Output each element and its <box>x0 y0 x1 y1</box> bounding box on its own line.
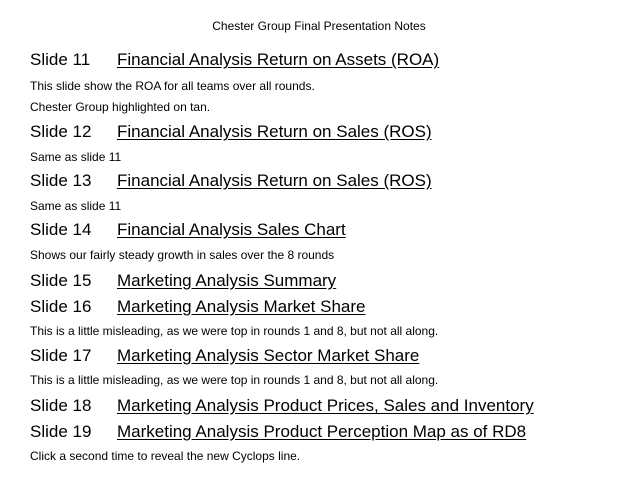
slide-title: Marketing Analysis Product Prices, Sales and Inventory <box>117 396 534 415</box>
slide-12-note-1: Same as slide 11 <box>30 150 122 164</box>
slide-14-heading <box>30 219 630 240</box>
slide-title: Financial Analysis Return on Sales (ROS) <box>117 171 432 190</box>
slide-17-heading <box>30 345 630 366</box>
slide-19-note-1: Click a second time to reveal the new Cyclops line. <box>30 449 301 463</box>
slide-number: Slide 13 <box>30 171 92 190</box>
slide-11-note-1: This slide show the ROA for all teams over all rounds. <box>30 79 315 93</box>
slide-13-heading <box>30 170 630 191</box>
slide-11-note-2: Chester Group highlighted on tan. <box>30 100 211 114</box>
slide-12-heading <box>30 121 630 142</box>
slide-number: Slide 16 <box>30 297 92 316</box>
slide-16-heading <box>30 296 630 317</box>
slide-16-note-1: This is a little misleading, as we were top in rounds 1 and 8, but not all along. <box>30 324 439 338</box>
slide-number: Slide 18 <box>30 396 92 415</box>
slide-number: Slide 11 <box>30 50 91 69</box>
slide-number: Slide 19 <box>30 422 92 441</box>
slide-13-note-1: Same as slide 11 <box>30 199 122 213</box>
slide-number: Slide 14 <box>30 220 92 239</box>
slide-number: Slide 12 <box>30 122 92 141</box>
slide-17-note-1: This is a little misleading, as we were top in rounds 1 and 8, but not all along. <box>30 373 439 387</box>
slide-title: Marketing Analysis Summary <box>117 271 337 290</box>
slide-title: Financial Analysis Return on Sales (ROS) <box>117 122 432 141</box>
slide-15-heading <box>30 270 630 291</box>
slide-number: Slide 15 <box>30 271 92 290</box>
slide-title: Financial Analysis Sales Chart <box>117 220 346 239</box>
slide-title: Marketing Analysis Product Perception Map as of RD8 <box>117 422 527 441</box>
slide-title: Marketing Analysis Market Share <box>117 297 366 316</box>
slide-title: Financial Analysis Return on Assets (ROA) <box>117 50 440 69</box>
slide-title: Marketing Analysis Sector Market Share <box>117 346 420 365</box>
slide-14-note-1: Shows our fairly steady growth in sales over the 8 rounds <box>30 248 335 262</box>
document-title: Chester Group Final Presentation Notes <box>212 19 426 33</box>
slide-19-heading <box>30 421 630 442</box>
slide-18-heading <box>30 395 630 416</box>
slide-11-heading <box>30 49 630 70</box>
slide-number: Slide 17 <box>30 346 92 365</box>
